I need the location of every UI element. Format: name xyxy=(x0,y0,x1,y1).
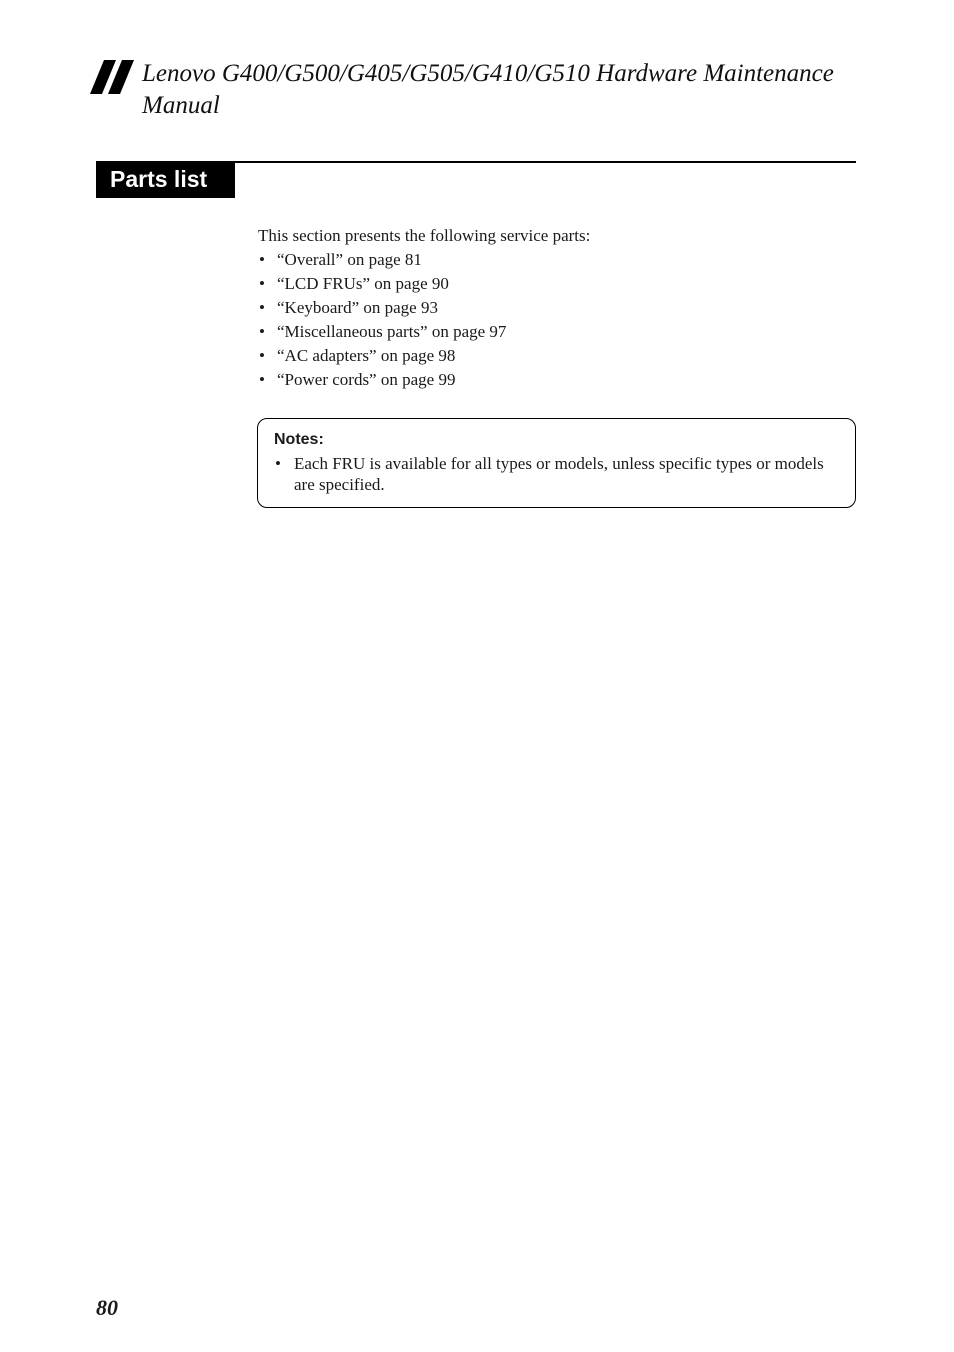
page-number: 80 xyxy=(96,1295,118,1320)
bullet: • xyxy=(259,370,265,389)
bullet: • xyxy=(259,346,265,365)
intro-text: This section presents the following service parts: xyxy=(258,226,591,245)
bullet: • xyxy=(259,298,265,317)
bullet: • xyxy=(259,250,265,269)
section-heading: Parts list xyxy=(96,161,235,198)
notes-box xyxy=(257,418,856,508)
list-item[interactable] xyxy=(258,320,506,344)
part-link-overall[interactable]: “Overall” on page 81 xyxy=(277,250,422,269)
double-slash-icon xyxy=(90,60,136,94)
list-item[interactable] xyxy=(258,368,506,392)
part-link-power-cords[interactable]: “Power cords” on page 99 xyxy=(277,370,456,389)
part-link-lcd-frus[interactable]: “LCD FRUs” on page 90 xyxy=(277,274,449,293)
notes-item-text: Each FRU is available for all types or models, unless specific types or models are specified. xyxy=(294,454,824,494)
part-link-ac-adapters[interactable]: “AC adapters” on page 98 xyxy=(277,346,456,365)
list-item[interactable] xyxy=(258,272,506,296)
document-title: Lenovo G400/G500/G405/G505/G410/G510 Hardware Maintenance Manual xyxy=(142,60,834,119)
part-link-keyboard[interactable]: “Keyboard” on page 93 xyxy=(277,298,438,317)
part-link-miscellaneous[interactable]: “Miscellaneous parts” on page 97 xyxy=(277,322,507,341)
list-item[interactable] xyxy=(258,296,506,320)
service-parts-list xyxy=(258,248,506,392)
bullet: • xyxy=(259,322,265,341)
list-item[interactable] xyxy=(258,248,506,272)
list-item[interactable] xyxy=(258,344,506,368)
bullet: • xyxy=(275,454,281,473)
bullet: • xyxy=(259,274,265,293)
notes-item xyxy=(274,453,834,495)
notes-title: Notes: xyxy=(274,431,324,448)
